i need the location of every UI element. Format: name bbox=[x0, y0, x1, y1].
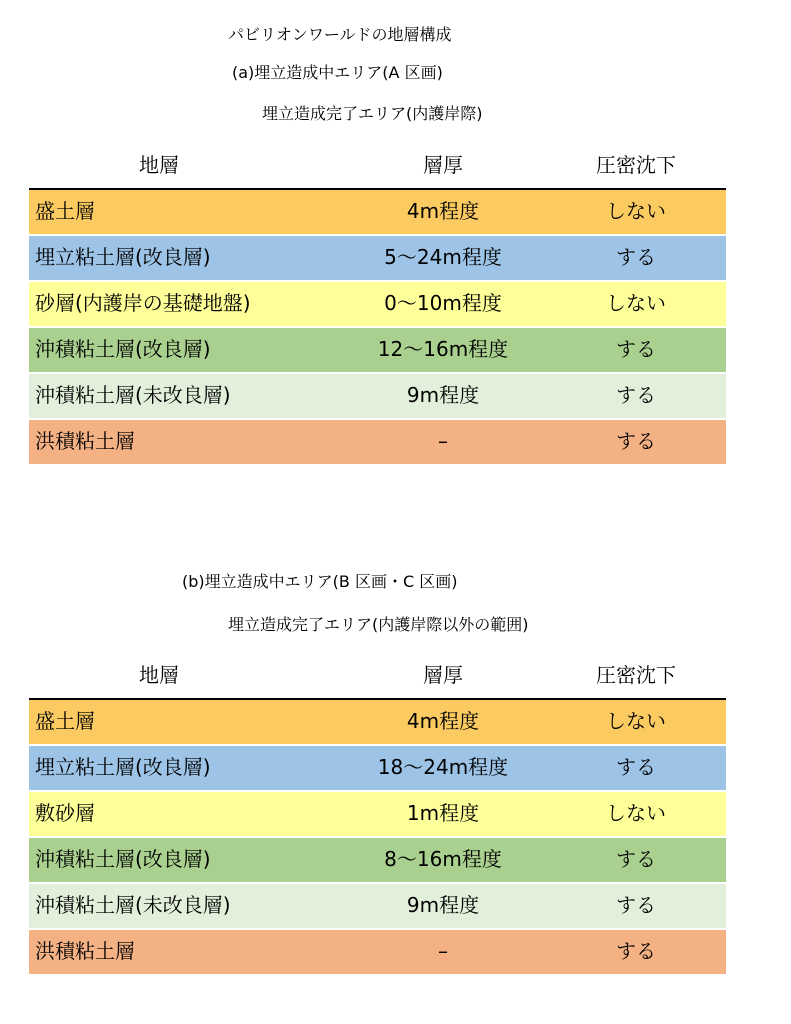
header-layer: 地層 bbox=[139, 663, 179, 687]
section-a-subtitle-1: (a)埋立造成中エリア(A 区画) bbox=[232, 63, 443, 82]
layer-thickness: 9m程度 bbox=[406, 893, 480, 917]
layer-name: 洪積粘土層 bbox=[35, 429, 135, 453]
section-b-subtitle-2: 埋立造成完了エリア(内護岸際以外の範囲) bbox=[228, 615, 529, 634]
table-a bbox=[29, 144, 726, 466]
layer-name: 砂層(内護岸の基礎地盤) bbox=[35, 291, 251, 315]
layer-name: 盛土層 bbox=[35, 709, 95, 733]
header-settlement: 圧密沈下 bbox=[596, 663, 676, 687]
header-layer: 地層 bbox=[139, 153, 179, 177]
table-header bbox=[29, 144, 726, 190]
layer-thickness: 4m程度 bbox=[406, 709, 480, 733]
layer-settlement: しない bbox=[606, 801, 666, 825]
page-title: パビリオンワールドの地層構成 bbox=[228, 25, 452, 44]
layer-thickness: 0〜10m程度 bbox=[384, 291, 502, 315]
header-thickness: 層厚 bbox=[423, 663, 463, 687]
table-row bbox=[29, 282, 726, 328]
table-b bbox=[29, 654, 726, 976]
layer-name: 敷砂層 bbox=[35, 801, 95, 825]
table-row bbox=[29, 374, 726, 420]
layer-thickness: – bbox=[438, 429, 448, 453]
section-a-subtitle-2: 埋立造成完了エリア(内護岸際) bbox=[262, 104, 483, 123]
layer-name: 沖積粘土層(改良層) bbox=[35, 847, 211, 871]
header-settlement: 圧密沈下 bbox=[596, 153, 676, 177]
layer-name: 沖積粘土層(改良層) bbox=[35, 337, 211, 361]
layer-settlement: する bbox=[616, 429, 656, 453]
layer-settlement: しない bbox=[606, 199, 666, 223]
table-header bbox=[29, 654, 726, 700]
layer-settlement: しない bbox=[606, 291, 666, 315]
layer-settlement: しない bbox=[606, 709, 666, 733]
layer-thickness: 4m程度 bbox=[406, 199, 480, 223]
table-row bbox=[29, 746, 726, 792]
layer-thickness: 9m程度 bbox=[406, 383, 480, 407]
layer-thickness: 1m程度 bbox=[406, 801, 480, 825]
section-b-subtitle-1: (b)埋立造成中エリア(B 区画・C 区画) bbox=[182, 572, 458, 591]
layer-settlement: する bbox=[616, 893, 656, 917]
table-row bbox=[29, 420, 726, 466]
table-row bbox=[29, 884, 726, 930]
layer-settlement: する bbox=[616, 939, 656, 963]
layer-name: 沖積粘土層(未改良層) bbox=[35, 893, 231, 917]
table-row bbox=[29, 328, 726, 374]
table-row bbox=[29, 700, 726, 746]
table-row bbox=[29, 792, 726, 838]
layer-thickness: 5〜24m程度 bbox=[384, 245, 502, 269]
layer-settlement: する bbox=[616, 847, 656, 871]
table-row bbox=[29, 236, 726, 282]
layer-thickness: – bbox=[438, 939, 448, 963]
layer-name: 沖積粘土層(未改良層) bbox=[35, 383, 231, 407]
table-row bbox=[29, 930, 726, 976]
layer-settlement: する bbox=[616, 383, 656, 407]
layer-name: 洪積粘土層 bbox=[35, 939, 135, 963]
layer-thickness: 18〜24m程度 bbox=[377, 755, 509, 779]
layer-settlement: する bbox=[616, 337, 656, 361]
header-thickness: 層厚 bbox=[423, 153, 463, 177]
table-row bbox=[29, 190, 726, 236]
layer-thickness: 8〜16m程度 bbox=[384, 847, 502, 871]
layer-name: 埋立粘土層(改良層) bbox=[35, 755, 211, 779]
table-row bbox=[29, 838, 726, 884]
layer-settlement: する bbox=[616, 755, 656, 779]
layer-settlement: する bbox=[616, 245, 656, 269]
layer-name: 盛土層 bbox=[35, 199, 95, 223]
layer-name: 埋立粘土層(改良層) bbox=[35, 245, 211, 269]
layer-thickness: 12〜16m程度 bbox=[377, 337, 509, 361]
